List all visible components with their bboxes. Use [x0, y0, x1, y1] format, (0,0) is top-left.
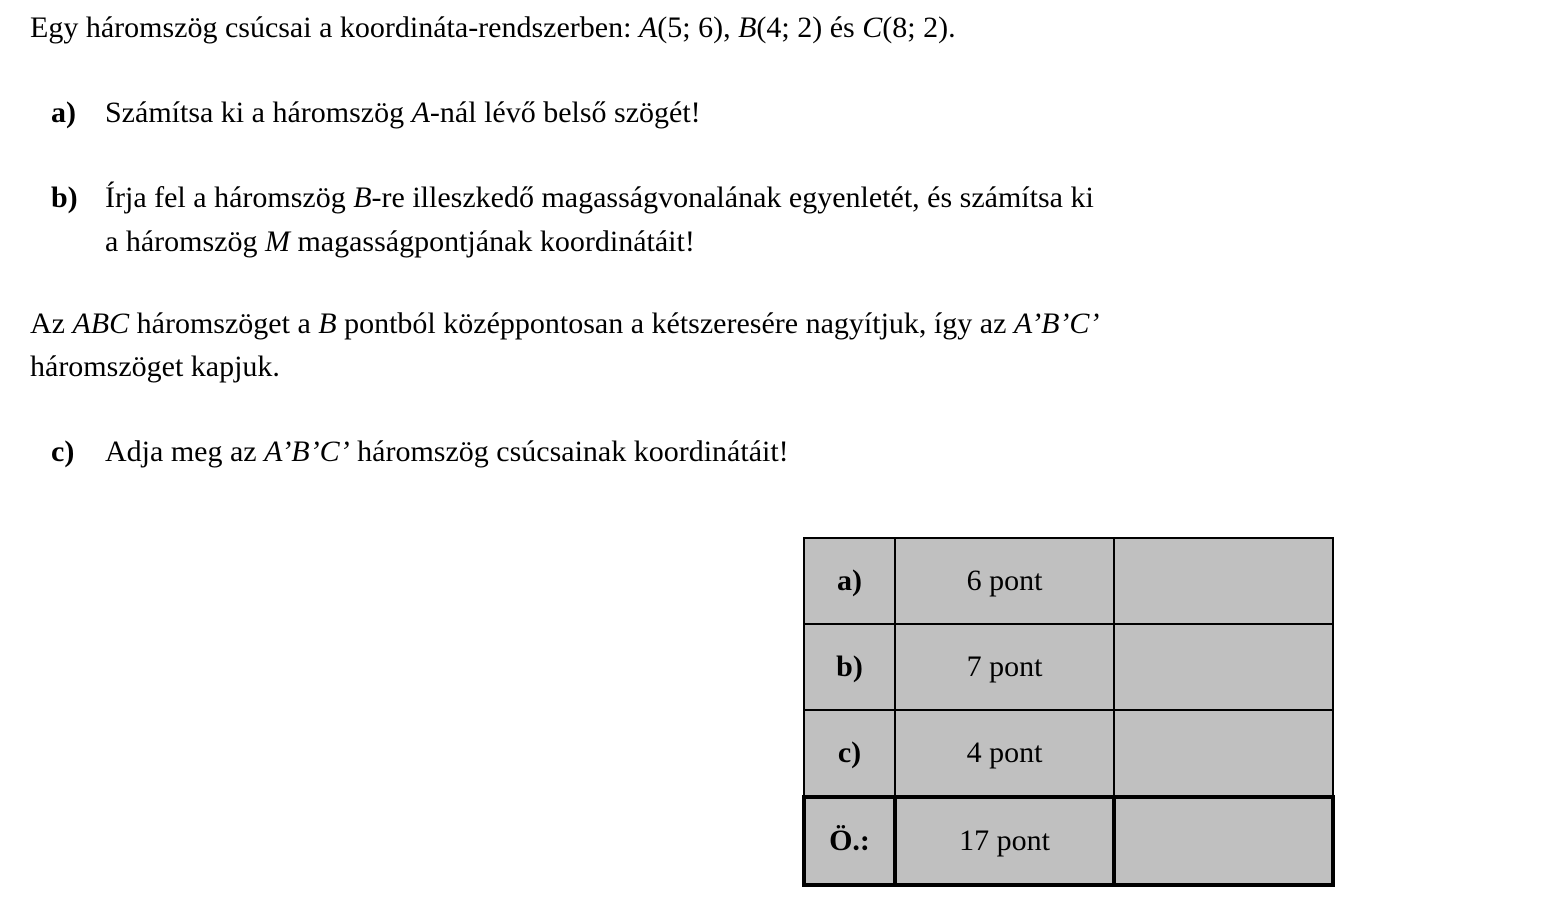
part-cell: c): [804, 710, 895, 797]
problem-intro: Egy háromszög csúcsai a koordináta-rendszerben: A(5; 6), B(4; 2) és C(8; 2).: [30, 11, 956, 44]
earned-cell[interactable]: [1114, 710, 1333, 797]
total-row: [804, 797, 1333, 885]
part-cell: b): [804, 624, 895, 710]
points-cell: 4 pont: [895, 710, 1114, 797]
paragraph-enlargement-line2: háromszöget kapjuk.: [30, 350, 280, 383]
part-cell: a): [804, 538, 895, 624]
task-c-label: c): [51, 435, 75, 468]
vertex-a: A: [638, 11, 658, 44]
table-row: [804, 538, 1333, 624]
task-b-text-line2: a háromszög M magasságpontjának koordinátáit!: [105, 225, 695, 258]
task-b-label: b): [51, 181, 78, 214]
table-row: [804, 710, 1333, 797]
earned-cell[interactable]: [1114, 624, 1333, 710]
vertex-b: B: [738, 11, 757, 44]
task-a-label: a): [51, 96, 76, 129]
total-earned-cell[interactable]: [1114, 797, 1333, 885]
paragraph-enlargement-line1: Az ABC háromszöget a B pontból középpontosan a kétszeresére nagyítjuk, így az A’B’C’: [30, 307, 1100, 340]
points-cell: 7 pont: [895, 624, 1114, 710]
vertex-c: C: [862, 11, 883, 44]
earned-cell[interactable]: [1114, 538, 1333, 624]
points-cell: 6 pont: [895, 538, 1114, 624]
total-label-cell: Ö.:: [804, 797, 895, 885]
task-b-text-line1: Írja fel a háromszög B-re illeszkedő magasságvonalának egyenletét, és számítsa ki: [105, 181, 1094, 214]
total-points-cell: 17 pont: [895, 797, 1114, 885]
task-c-text: Adja meg az A’B’C’ háromszög csúcsainak koordinátáit!: [105, 435, 789, 468]
task-a-text: Számítsa ki a háromszög A-nál lévő belső szögét!: [105, 96, 701, 129]
table-row: [804, 624, 1333, 710]
score-table: [802, 537, 1335, 887]
